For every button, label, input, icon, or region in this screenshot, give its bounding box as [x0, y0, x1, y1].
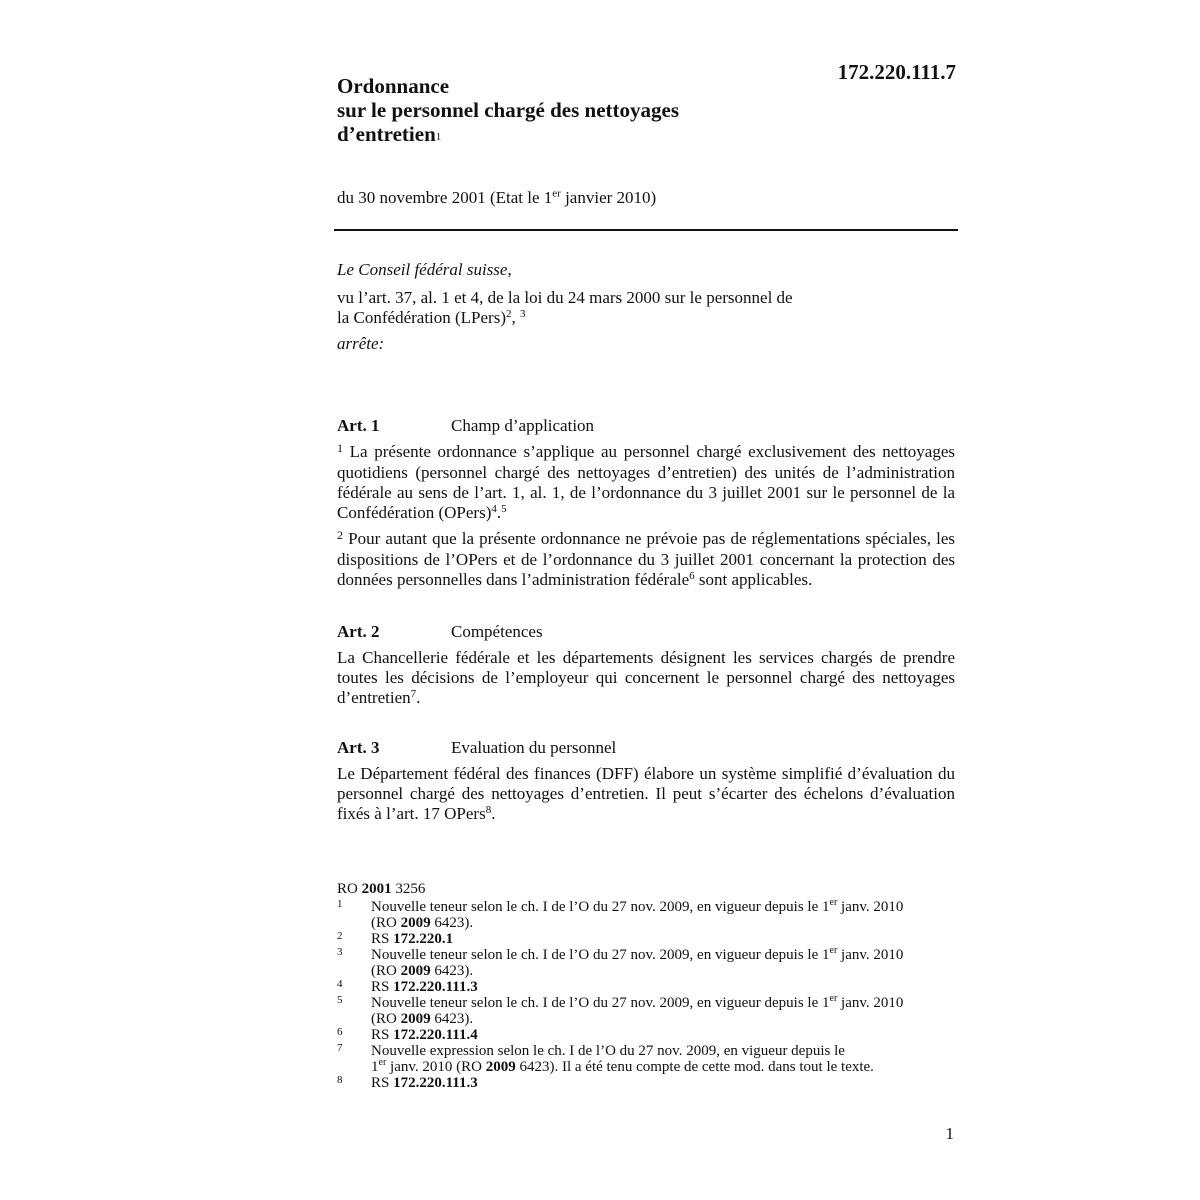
- footnote-8: [337, 1075, 957, 1091]
- footnote-4-prefix: RS: [371, 979, 394, 995]
- footnote-7-text-pre: 1: [371, 1059, 379, 1075]
- article-2-paragraph: [337, 648, 955, 708]
- document-title: [337, 74, 757, 150]
- article-3-title: Evaluation du personnel: [451, 738, 617, 757]
- footnote-1-text-c: (RO: [371, 915, 401, 931]
- footnote-ref-7[interactable]: 7: [410, 688, 417, 700]
- footnote-5-sup: er: [829, 993, 838, 1004]
- article-1-paragraph-2-tail: sont applicables.: [694, 570, 813, 589]
- footnote-6-bold: 172.220.111.4: [393, 1027, 478, 1043]
- article-2: [337, 620, 955, 714]
- footnote-2-text: [371, 931, 957, 947]
- footnote-3-number: 3: [337, 946, 343, 958]
- footnote-ref-4[interactable]: 4: [491, 503, 497, 515]
- article-1-paragraph-1-text: La présente ordonnance s’applique au personnel chargé exclusivement des nettoyages quotidiens (personnel chargé des nettoyages d’entretien) des unités de l’administration fédérale au sens de l’art. 1, al. 1, de l’ordonnance du 3 juillet 2001 sur le personnel de la Confédération (OPers): [337, 442, 955, 522]
- footnote-3-text-d: 6423).: [430, 963, 474, 979]
- footnote-5-number: 5: [337, 994, 343, 1006]
- footnote-3-text-a: Nouvelle teneur selon le ch. I de l’O du 27 nov. 2009, en vigueur depuis le 1: [371, 947, 830, 963]
- article-1-paragraph-2-text: Pour autant que la présente ordonnance ne prévoie pas de réglementations spéciales, les dispositions de l’OPers et de l’ordonnance du 3 juillet 2001 concernant la protection des données personnelles dans l’administration fédérale: [337, 529, 955, 589]
- sr-number: 172.220.111.7: [837, 60, 956, 84]
- article-1-paragraph-2: [337, 529, 955, 590]
- date-text-before: du 30 novembre 2001 (Etat le 1: [337, 188, 553, 207]
- footnote-4-number: 4: [337, 978, 343, 990]
- title-line-1: Ordonnance: [337, 74, 450, 98]
- article-3-text: Le Département fédéral des finances (DFF) élabore un système simplifié d’évaluation du personnel chargé des nettoyages d’entretien. Il peut s’écarter des échelons d’évaluation fixés à l’art. 17 OPers: [337, 764, 955, 823]
- footnote-5-text-c: (RO: [371, 1011, 401, 1027]
- title-line-3: [337, 122, 757, 150]
- footnote-7-bold: 2009: [485, 1059, 516, 1075]
- page-number: 1: [945, 1124, 954, 1143]
- title-footnote-ref[interactable]: 1: [435, 131, 442, 143]
- article-3: [337, 736, 955, 830]
- footnote-7-sup: er: [378, 1057, 387, 1068]
- article-2-tail: .: [416, 688, 421, 707]
- footnote-3-sup: er: [829, 945, 838, 956]
- article-2-number: Art. 2: [337, 622, 380, 641]
- title-line-3-text: d’entretien: [337, 122, 436, 146]
- footnote-2-bold: 172.220.1: [393, 931, 454, 947]
- footnote-7-number: 7: [337, 1042, 343, 1054]
- title-line-2: sur le personnel chargé des nettoyages: [337, 98, 679, 122]
- footnote-1-text-d: 6423).: [430, 915, 474, 931]
- footnote-3: [337, 947, 957, 979]
- footnote-5-text-d: 6423).: [430, 1011, 474, 1027]
- footnote-2: [337, 931, 957, 947]
- footnote-8-bold: 172.220.111.3: [393, 1075, 478, 1091]
- footnote-6: [337, 1027, 957, 1043]
- footnote-5-bold: 2009: [400, 1011, 431, 1027]
- footnote-1-text: [371, 899, 957, 931]
- preamble-authority: Le Conseil fédéral suisse,: [337, 260, 512, 279]
- footnote-ref-5[interactable]: 5: [501, 503, 507, 515]
- article-1-number: Art. 1: [337, 416, 380, 435]
- footnote-7-text-b: janv. 2010 (RO: [386, 1059, 486, 1075]
- preamble-decree: arrête:: [337, 334, 385, 353]
- footnote-3-text: [371, 947, 957, 979]
- footnote-7-text: [371, 1043, 957, 1075]
- footnote-3-bold: 2009: [400, 963, 431, 979]
- article-2-title: Compétences: [451, 622, 543, 641]
- ro-prefix: RO: [337, 881, 362, 897]
- footnote-4-text: [371, 979, 957, 995]
- date-superscript: er: [552, 187, 561, 200]
- footnote-8-prefix: RS: [371, 1075, 394, 1091]
- footnote-ref-8[interactable]: 8: [485, 804, 492, 816]
- footnote-3-text-b: janv. 2010: [837, 947, 904, 963]
- footnote-1-text-a: Nouvelle teneur selon le ch. I de l’O du 27 nov. 2009, en vigueur depuis le 1: [371, 899, 830, 915]
- footnote-1-number: 1: [337, 898, 343, 910]
- article-3-tail: .: [491, 804, 496, 823]
- preamble-visa-line-2: [337, 308, 957, 328]
- article-3-paragraph: [337, 764, 955, 824]
- footnote-6-number: 6: [337, 1026, 343, 1038]
- footnote-7-text-a: Nouvelle expression selon le ch. I de l’O du 27 nov. 2009, en vigueur depuis le: [371, 1043, 845, 1059]
- date-text-after: janvier 2010): [560, 188, 657, 207]
- footnote-8-number: 8: [337, 1074, 343, 1086]
- preamble-visa-line-2-text: la Confédération (LPers): [337, 308, 506, 327]
- footnote-ref-2[interactable]: 2: [506, 308, 512, 320]
- preamble: [337, 260, 957, 354]
- article-2-text: La Chancellerie fédérale et les départements désignent les services chargés de prendre toutes les décisions de l’employeur qui concernent le personnel chargé des nettoyages d’entretien: [337, 648, 955, 707]
- footnote-4-bold: 172.220.111.3: [393, 979, 478, 995]
- article-1-paragraph-1-separator: .: [496, 503, 502, 522]
- article-3-heading: [337, 736, 955, 760]
- article-1-title: Champ d’application: [451, 416, 595, 435]
- footnote-6-prefix: RS: [371, 1027, 394, 1043]
- footnote-2-prefix: RS: [371, 931, 394, 947]
- document-date: [337, 188, 656, 208]
- ro-year: 2001: [361, 881, 392, 897]
- article-1-paragraph-1: [337, 442, 955, 523]
- footnote-4: [337, 979, 957, 995]
- footnote-5-text-a: Nouvelle teneur selon le ch. I de l’O du 27 nov. 2009, en vigueur depuis le 1: [371, 995, 830, 1011]
- article-1: [337, 414, 955, 596]
- footnote-5: [337, 995, 957, 1027]
- header-divider: [334, 229, 958, 231]
- footnote-ref-6[interactable]: 6: [689, 570, 695, 582]
- article-1-paragraph-2-number: 2: [337, 528, 343, 542]
- article-1-paragraph-1-number: 1: [337, 441, 343, 455]
- footnote-5-text-b: janv. 2010: [837, 995, 904, 1011]
- footnote-1: [337, 899, 957, 931]
- ro-reference: [337, 881, 957, 897]
- footnote-2-number: 2: [337, 930, 343, 942]
- footnote-7: [337, 1043, 957, 1075]
- footnote-8-text: [371, 1075, 957, 1091]
- footnote-1-bold: 2009: [400, 915, 431, 931]
- article-3-number: Art. 3: [337, 738, 380, 757]
- footnote-3-text-c: (RO: [371, 963, 401, 979]
- preamble-visa-separator: ,: [511, 308, 520, 327]
- footnote-1-text-b: janv. 2010: [837, 899, 904, 915]
- footnote-ref-3[interactable]: 3: [520, 308, 526, 320]
- footnotes: [337, 881, 957, 1091]
- footnote-7-text-d: 6423). Il a été tenu compte de cette mod. dans tout le texte.: [515, 1059, 874, 1075]
- article-1-heading: [337, 414, 955, 438]
- footnote-1-sup: er: [829, 897, 838, 908]
- article-2-heading: [337, 620, 955, 644]
- footnote-6-text: [371, 1027, 957, 1043]
- footnote-5-text: [371, 995, 957, 1027]
- preamble-visa-line-1: vu l’art. 37, al. 1 et 4, de la loi du 24 mars 2000 sur le personnel de: [337, 288, 793, 307]
- ro-page: 3256: [391, 881, 426, 897]
